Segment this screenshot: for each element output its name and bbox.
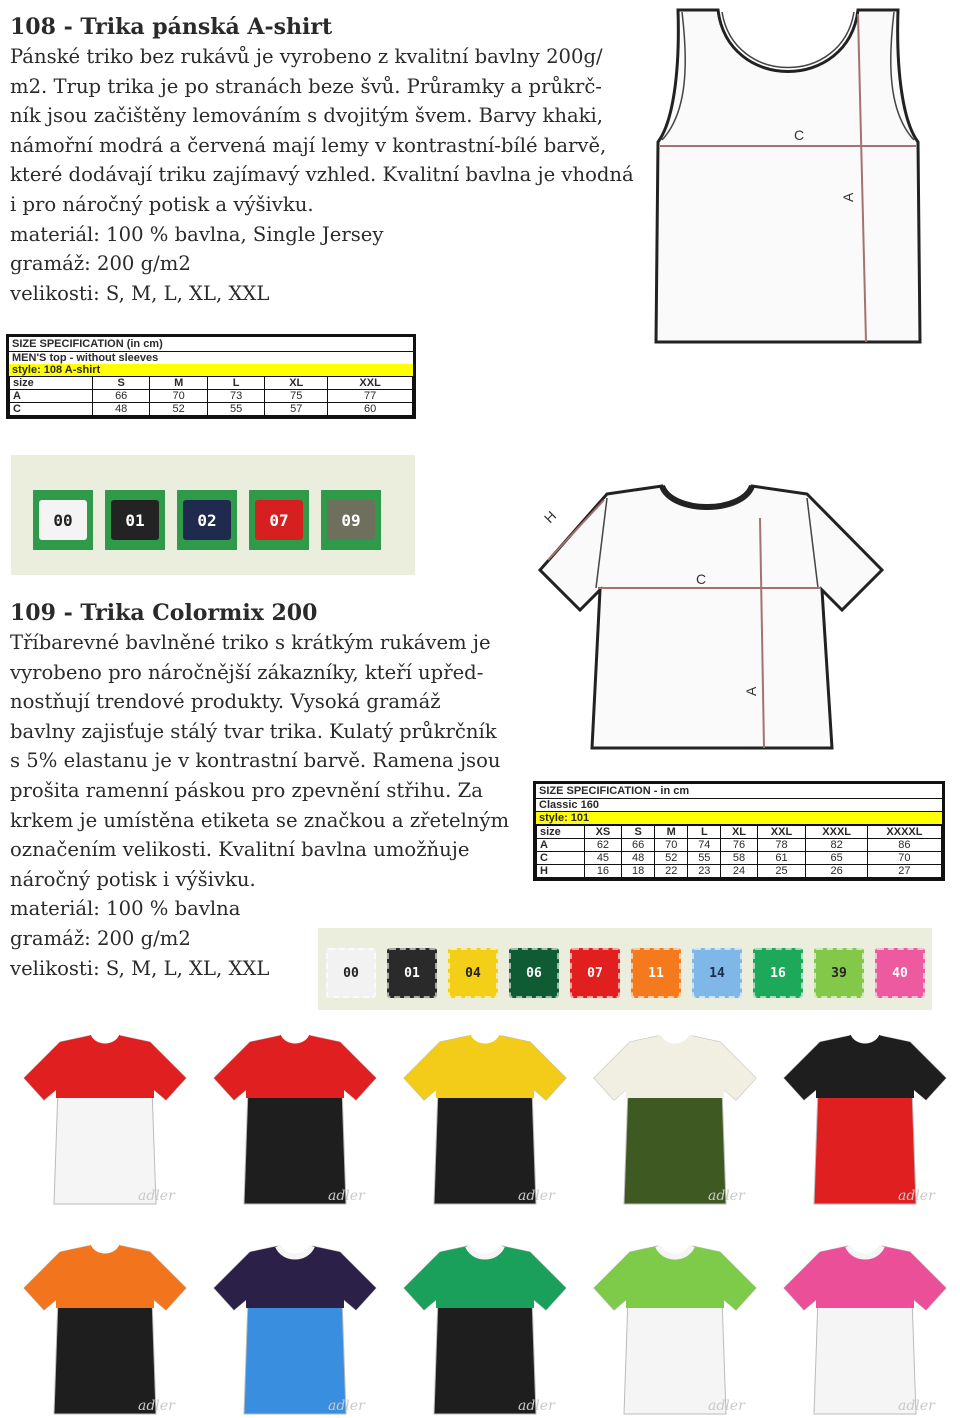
colormix-shirt[interactable] xyxy=(210,1028,380,1208)
spec-cell: 22 xyxy=(655,865,688,878)
swatch-code: 07 xyxy=(255,500,303,540)
spec-header-cell: S xyxy=(622,826,655,839)
brand-watermark: adler xyxy=(518,1188,555,1204)
spec-109-style: style: 101 xyxy=(536,812,942,825)
color-swatch[interactable] xyxy=(321,490,381,550)
color-swatch[interactable] xyxy=(631,948,681,998)
spec-cell: H xyxy=(537,865,585,878)
swatch-code: 01 xyxy=(404,965,420,981)
swatch-code: 09 xyxy=(327,500,375,540)
spec-cell: 75 xyxy=(265,390,328,403)
label-h: H xyxy=(540,507,560,527)
swatch-code: 02 xyxy=(183,500,231,540)
colormix-shirt[interactable] xyxy=(780,1028,950,1208)
swatch-code: 06 xyxy=(526,965,542,981)
spec-cell: 74 xyxy=(688,839,721,852)
spec-cell: 66 xyxy=(622,839,655,852)
spec-cell: C xyxy=(10,403,93,416)
spec-header-cell: XXL xyxy=(328,377,413,390)
spec-cell: 48 xyxy=(92,403,149,416)
spec-header-cell: M xyxy=(150,377,207,390)
spec-header-cell: XXL xyxy=(757,826,806,839)
colormix-shirt[interactable] xyxy=(590,1028,760,1208)
spec-109-heading: SIZE SPECIFICATION - in cm xyxy=(536,784,942,799)
spec-row xyxy=(537,839,942,852)
spec-cell: 66 xyxy=(92,390,149,403)
color-swatch[interactable] xyxy=(875,948,925,998)
spec-header-cell: M xyxy=(655,826,688,839)
swatch-code: 16 xyxy=(770,965,786,981)
spec-table-108 xyxy=(6,334,416,419)
description-line: Pánské triko bez rukávů je vyrobeno z kvalitní bavlny 200g/ xyxy=(10,45,603,68)
colormix-shirt[interactable] xyxy=(400,1238,570,1418)
spec-header-cell: S xyxy=(92,377,149,390)
spec-cell: 62 xyxy=(584,839,621,852)
colormix-shirt[interactable] xyxy=(400,1028,570,1208)
color-swatch[interactable] xyxy=(570,948,620,998)
description-line: materiál: 100 % bavlna xyxy=(10,897,241,921)
spec-cell: 55 xyxy=(688,852,721,865)
label-c: C xyxy=(794,127,805,143)
shirt-gallery xyxy=(0,1020,960,1414)
a-shirt-measurement-diagram xyxy=(648,2,948,362)
spec-108-subtitle: MEN'S top - without sleeves xyxy=(12,352,159,364)
brand-watermark: adler xyxy=(708,1398,745,1414)
spec-cell: 52 xyxy=(655,852,688,865)
spec-cell: 65 xyxy=(806,852,867,865)
description-line: Tříbarevné bavlněné triko s krátkým rukávem je xyxy=(10,631,491,654)
spec-cell: 76 xyxy=(721,839,757,852)
spec-cell: 60 xyxy=(328,403,413,416)
color-swatch[interactable] xyxy=(177,490,237,550)
spec-108-style: style: 108 A-shirt xyxy=(9,364,413,376)
spec-header-cell: L xyxy=(207,377,264,390)
description-line: označením velikosti. Kvalitní bavlna umožňuje xyxy=(10,838,470,862)
spec-108-heading: SIZE SPECIFICATION (in cm) xyxy=(9,337,413,352)
spec-108-grid xyxy=(9,376,413,416)
spec-cell: 58 xyxy=(721,852,757,865)
spec-cell: 27 xyxy=(867,865,941,878)
swatch-code: 14 xyxy=(709,965,725,981)
spec-header-cell: L xyxy=(688,826,721,839)
color-swatch[interactable] xyxy=(448,948,498,998)
swatch-code: 04 xyxy=(465,965,481,981)
color-swatches-109 xyxy=(318,928,932,1010)
color-swatch[interactable] xyxy=(33,490,93,550)
spec-cell: 82 xyxy=(806,839,867,852)
spec-table-109 xyxy=(533,781,945,881)
color-swatch[interactable] xyxy=(753,948,803,998)
spec-cell: 77 xyxy=(328,390,413,403)
spec-cell: 18 xyxy=(622,865,655,878)
description-line: vyrobeno pro náročnější zákazníky, kteří upřed- xyxy=(10,660,484,684)
spec-cell: 25 xyxy=(757,865,806,878)
swatch-code: 00 xyxy=(343,965,359,981)
spec-row xyxy=(10,390,413,403)
swatch-code: 11 xyxy=(648,965,664,981)
spec-cell: A xyxy=(537,839,585,852)
description-line: které dodávají triku zajímavý vzhled. Kvalitní bavlna je vhodná xyxy=(10,163,634,187)
spec-cell: 61 xyxy=(757,852,806,865)
brand-watermark: adler xyxy=(328,1398,365,1414)
description-line: velikosti: S, M, L, XL, XXL xyxy=(10,956,270,980)
color-swatch[interactable] xyxy=(387,948,437,998)
description-line: bavlny zajisťuje stálý tvar trika. Kulatý průkrčník xyxy=(10,719,497,743)
spec-cell: 86 xyxy=(867,839,941,852)
description-line: nostňují trendové produkty. Vysoká gramáž xyxy=(10,690,441,714)
spec-cell: 73 xyxy=(207,390,264,403)
description-line: ník jsou začištěny lemováním s dvojitým švem. Barvy khaki, xyxy=(10,104,604,128)
color-swatches-108 xyxy=(11,455,415,575)
brand-watermark: adler xyxy=(708,1188,745,1204)
color-swatch[interactable] xyxy=(249,490,309,550)
spec-cell: 24 xyxy=(721,865,757,878)
spec-header-cell: XXXXL xyxy=(867,826,941,839)
brand-watermark: adler xyxy=(138,1398,175,1414)
description-line: velikosti: S, M, L, XL, XXL xyxy=(10,281,270,305)
color-swatch[interactable] xyxy=(326,948,376,998)
spec-cell: 26 xyxy=(806,865,867,878)
description-line: s 5% elastanu je v kontrastní barvě. Ramena jsou xyxy=(10,749,501,773)
color-swatch[interactable] xyxy=(692,948,742,998)
spec-header-cell: size xyxy=(10,377,93,390)
swatch-code: 00 xyxy=(39,500,87,540)
description-line: náročný potisk i výšivku. xyxy=(10,867,256,891)
spec-109-subtitle: Classic 160 xyxy=(536,799,942,812)
spec-header-cell: size xyxy=(537,826,585,839)
spec-cell: 57 xyxy=(265,403,328,416)
spec-row xyxy=(537,852,942,865)
brand-watermark: adler xyxy=(328,1188,365,1204)
swatch-code: 39 xyxy=(831,965,847,981)
brand-watermark: adler xyxy=(138,1188,175,1204)
swatch-code: 07 xyxy=(587,965,603,981)
brand-watermark: adler xyxy=(518,1398,555,1414)
label-a: A xyxy=(743,686,759,696)
spec-cell: 23 xyxy=(688,865,721,878)
spec-cell: A xyxy=(10,390,93,403)
spec-header-cell: XXXL xyxy=(806,826,867,839)
spec-row xyxy=(537,865,942,878)
spec-header-cell: XL xyxy=(265,377,328,390)
color-swatch[interactable] xyxy=(105,490,165,550)
spec-cell: 52 xyxy=(150,403,207,416)
colormix-shirt[interactable] xyxy=(780,1238,950,1418)
spec-cell: C xyxy=(537,852,585,865)
spec-row xyxy=(10,403,413,416)
spec-cell: 70 xyxy=(655,839,688,852)
colormix-shirt[interactable] xyxy=(590,1238,760,1418)
label-c: C xyxy=(696,571,707,587)
description-line: krkem je umístěna etiketa se značkou a zřetelným xyxy=(10,808,510,832)
spec-cell: 45 xyxy=(584,852,621,865)
color-swatch[interactable] xyxy=(814,948,864,998)
swatch-code: 40 xyxy=(892,965,908,981)
product-108-title: 108 - Trika pánská A-shirt xyxy=(10,14,333,40)
description-line: m2. Trup trika je po stranách beze švů. Průramky a průkrč- xyxy=(10,74,602,98)
spec-109-grid xyxy=(536,825,942,878)
spec-cell: 78 xyxy=(757,839,806,852)
product-109-title: 109 - Trika Colormix 200 xyxy=(10,600,318,626)
colormix-shirt[interactable] xyxy=(20,1238,190,1418)
spec-cell: 70 xyxy=(867,852,941,865)
brand-watermark: adler xyxy=(898,1398,935,1414)
color-swatch[interactable] xyxy=(509,948,559,998)
colormix-shirt[interactable] xyxy=(20,1028,190,1208)
product-108-description xyxy=(10,42,650,308)
brand-watermark: adler xyxy=(898,1188,935,1204)
description-line: gramáž: 200 g/m2 xyxy=(10,252,191,276)
spec-header-row xyxy=(10,377,413,390)
spec-header-cell: XL xyxy=(721,826,757,839)
description-line: námořní modrá a červená mají lemy v kontrastní-bílé barvě, xyxy=(10,133,607,157)
spec-cell: 16 xyxy=(584,865,621,878)
description-line: i pro náročný potisk a výšivku. xyxy=(10,192,314,216)
spec-cell: 48 xyxy=(622,852,655,865)
description-line: prošita ramenní páskou pro zpevnění střihu. Za xyxy=(10,778,483,802)
description-line: gramáž: 200 g/m2 xyxy=(10,926,191,950)
colormix-shirt[interactable] xyxy=(210,1238,380,1418)
label-a: A xyxy=(840,192,856,202)
t-shirt-measurement-diagram xyxy=(512,480,922,770)
spec-header-cell: XS xyxy=(584,826,621,839)
spec-header-row xyxy=(537,826,942,839)
spec-cell: 70 xyxy=(150,390,207,403)
spec-cell: 55 xyxy=(207,403,264,416)
description-line: materiál: 100 % bavlna, Single Jersey xyxy=(10,222,384,246)
swatch-code: 01 xyxy=(111,500,159,540)
